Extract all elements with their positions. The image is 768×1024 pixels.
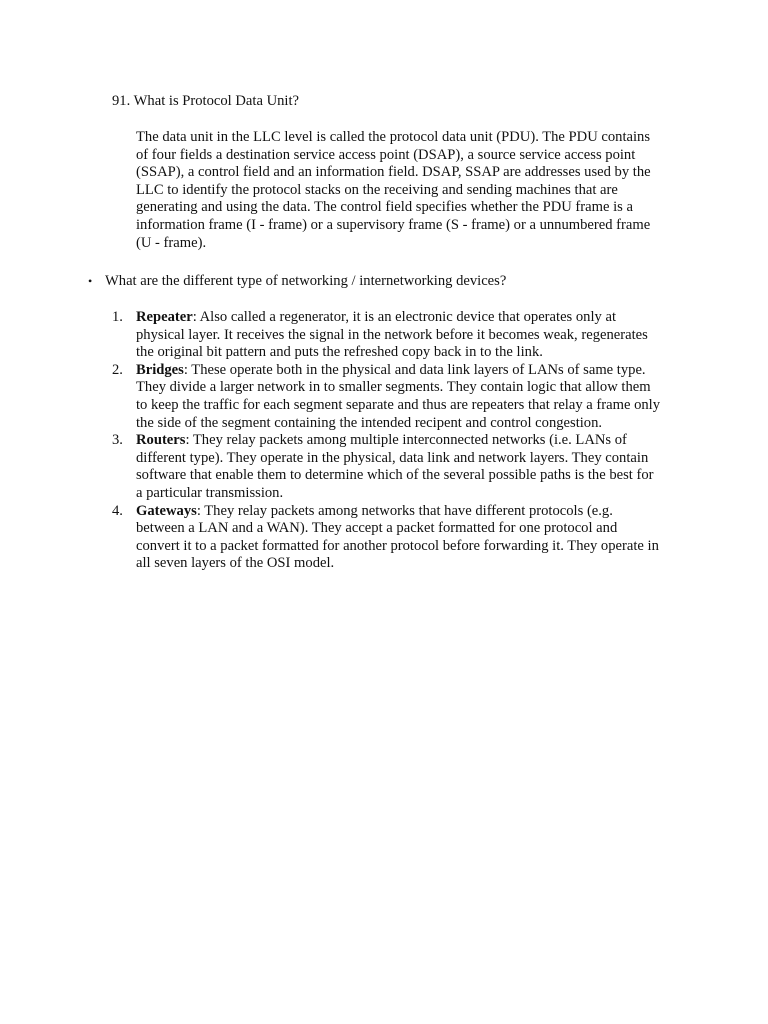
item-text: : They relay packets among multiple interconnected networks (i.e. LANs of	[185, 432, 627, 449]
item-first-line	[136, 309, 692, 327]
item-line: all seven layers of the OSI model.	[136, 555, 335, 572]
item-line: the original bit pattern and puts the refreshed copy back in to the link.	[136, 344, 543, 361]
item-line: the side of the segment containing the intended recipent and control congestion.	[136, 414, 603, 431]
item-line: between a LAN and a WAN). They accept a packet formatted for one protocol and	[136, 520, 618, 537]
item-term: Gateways	[136, 502, 197, 519]
item-number: 4.	[112, 502, 123, 519]
item-number: 1.	[112, 309, 123, 325]
item-first-line	[136, 362, 692, 380]
list-item	[112, 309, 692, 362]
bullet-question-text: What are the different type of networking / internetworking devices?	[105, 273, 507, 289]
item-line: different type). They operate in the physical, data link and network layers. They contain	[136, 449, 649, 466]
item-text: : These operate both in the physical and data link layers of LANs of same type.	[183, 361, 646, 378]
item-line: convert it to a packet formatted for another protocol before forwarding it. They operate in	[136, 537, 659, 554]
question-91-answer	[136, 129, 680, 252]
question-number: 91.	[112, 93, 131, 109]
answer-line: generating and using the data. The control field specifies whether the PDU frame is a	[136, 199, 633, 216]
item-first-line	[136, 432, 692, 450]
answer-line: (SSAP), a control field and an information field. DSAP, SSAP are addresses used by the	[136, 164, 651, 181]
item-line: They divide a larger network in to smaller segments. They contain logic that allow them	[136, 379, 651, 396]
answer-line: (U - frame).	[136, 234, 207, 251]
question-91-heading	[112, 93, 672, 111]
devices-list	[112, 309, 692, 573]
item-text: : They relay packets among networks that have different protocols (e.g.	[196, 502, 613, 519]
item-number: 3.	[112, 432, 123, 449]
answer-line: LLC to identify the protocol stacks on the receiving and sending machines that are	[136, 181, 618, 198]
item-term: Routers	[136, 432, 186, 449]
answer-line: of four fields a destination service access point (DSAP), a source service access point	[136, 146, 636, 163]
item-line: physical layer. It receives the signal in the network before it becomes weak, regenerates	[136, 326, 648, 343]
item-line: a particular transmission.	[136, 484, 284, 501]
item-line: to keep the traffic for each segment separate and thus are repeaters that relay a frame only	[136, 396, 661, 413]
list-item	[112, 432, 692, 502]
item-term: Repeater	[136, 309, 193, 325]
item-line: software that enable them to determine which of the several possible paths is the best for	[136, 467, 654, 484]
question-title: What is Protocol Data Unit?	[133, 93, 299, 109]
answer-line: information frame (I - frame) or a supervisory frame (S - frame) or a unnumbered frame	[136, 216, 651, 233]
answer-line: The data unit in the LLC level is called the protocol data unit (PDU). The PDU contains	[136, 129, 651, 145]
list-item	[112, 362, 692, 432]
item-term: Bridges	[136, 361, 184, 378]
item-first-line	[136, 503, 692, 521]
item-text: : Also called a regenerator, it is an electronic device that operates only at	[192, 309, 617, 325]
item-number: 2.	[112, 361, 123, 378]
bullet-icon: •	[88, 274, 93, 288]
list-item	[112, 503, 692, 573]
